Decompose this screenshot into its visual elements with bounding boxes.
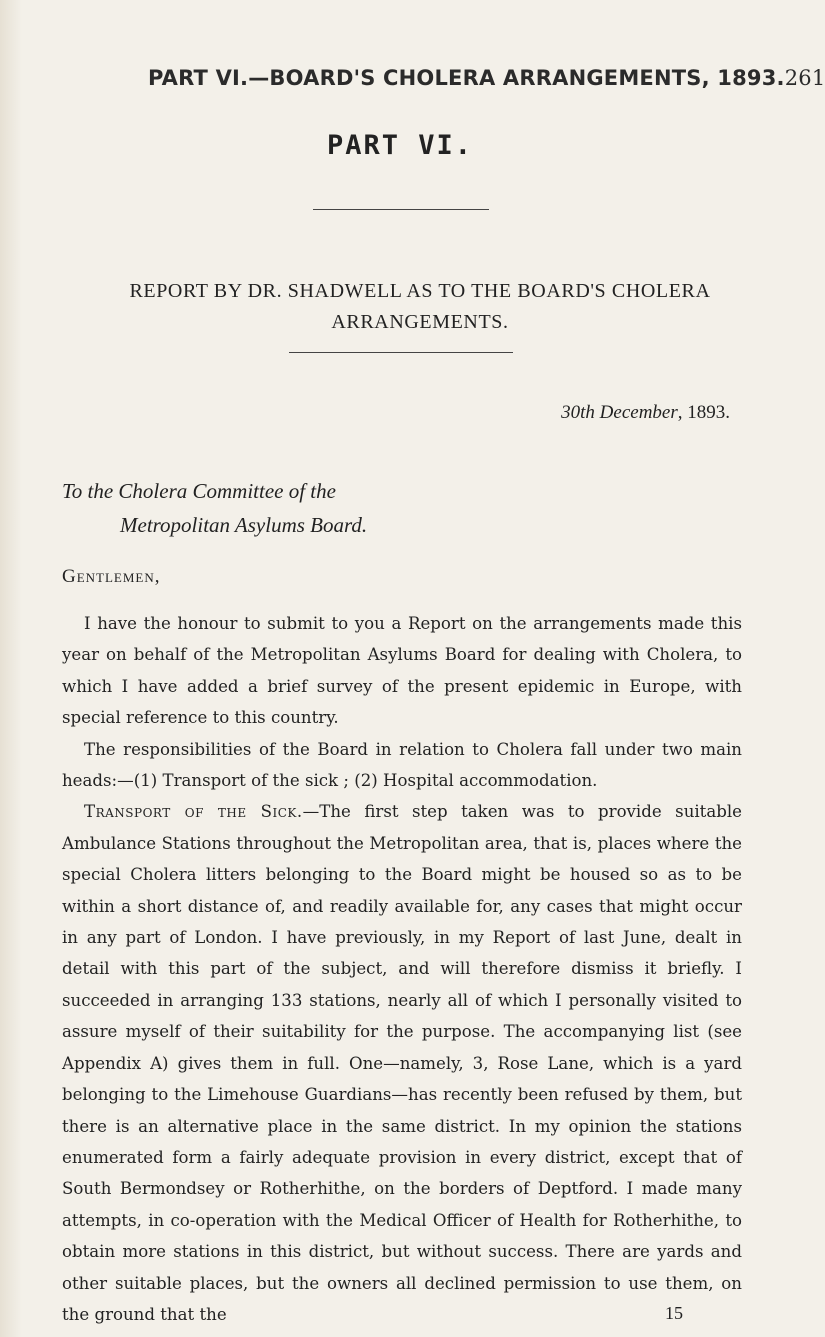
running-title: PART VI.—BOARD'S CHOLERA ARRANGEMENTS, 1893. <box>148 66 785 90</box>
paragraph-3-text: —The first step taken was to provide suitable Ambulance Stations throughout the Metropolitan area, that is, places where the special Cholera litters belonging to the Board might be housed so as to be within a short distance of, and readily available for, any cases that might occur in any part of London. I have previously, in my Report of last June, dealt in detail with this part of the subject, and will therefore dismiss it briefly. I succeeded in arranging 133 stations, nearly all of which I personally visited to assure myself of their suitability for the purpose. The accompanying list (see Appendix A) gives them in full. One—namely, 3, Rose Lane, which is a yard belonging to the Limehouse Guardians—has recently been refused by them, but there is an alternative place in the same district. In my opinion the stations enumerated form a fairly adequate provision in every district, except that of South Bermondsey or Rotherhithe, on the borders of Deptford. I made many attempts, in co-operation with the Medical Officer of Health for Rotherhithe, to obtain more stations in this district, but without success. There are yards and other suitable places, but the owners all declined permission to use them, on the ground that the <box>62 802 742 1324</box>
report-title <box>40 276 800 338</box>
divider-rule-top <box>313 209 489 210</box>
report-title-line-1: REPORT BY DR. SHADWELL AS TO THE BOARD'S CHOLERA <box>129 280 711 302</box>
running-header <box>148 66 825 90</box>
paragraph-2: The responsibilities of the Board in relation to Cholera fall under two main heads:—(1) Transport of the sick ; (2) Hospital accommodation. <box>62 739 742 791</box>
part-heading: PART VI. <box>326 130 474 161</box>
addressee-line-2: Metropolitan Asylums Board. <box>120 513 368 537</box>
addressee-line-1: To the Cholera Committee of the <box>62 479 336 503</box>
addressee <box>62 474 367 542</box>
page-edge-shadow <box>0 0 22 1337</box>
date-day-month: 30th December <box>561 402 678 423</box>
report-title-line-2: ARRANGEMENTS. <box>331 311 509 333</box>
paragraph-1: I have the honour to submit to you a Report on the arrangements made this year on behalf of the Metropolitan Asylums Board for dealing with Cholera, to which I have added a brief survey of the present epidemic in Europe, with special reference to this country. <box>62 614 742 728</box>
paragraph-3 <box>62 796 742 1330</box>
date-year: , 1893. <box>677 402 730 423</box>
report-body <box>62 608 742 1330</box>
salutation: Gentlemen, <box>62 566 161 587</box>
page-number: 261 <box>784 66 825 90</box>
signature-mark: 15 <box>665 1303 683 1323</box>
paragraph-3-heading: Transport of the Sick. <box>84 802 303 822</box>
date-line <box>561 402 730 424</box>
divider-rule-bottom <box>289 352 513 353</box>
